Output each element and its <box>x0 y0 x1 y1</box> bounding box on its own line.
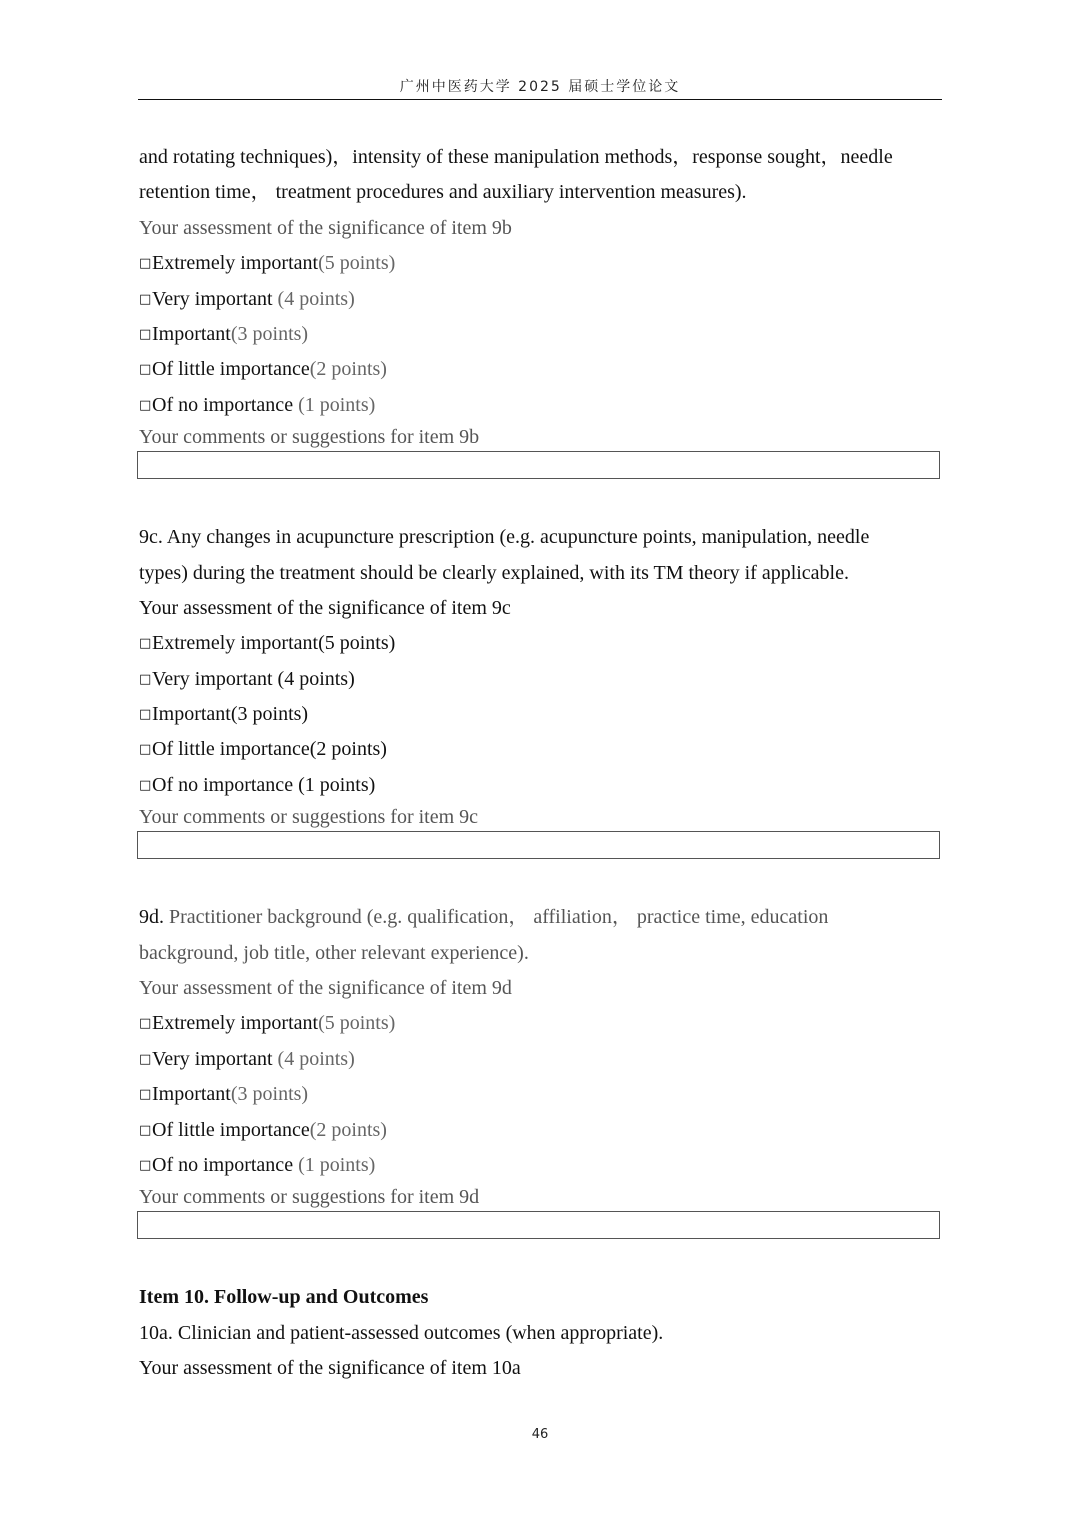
option-points: (2 points) <box>309 738 387 761</box>
option-points: (5 points) <box>318 632 396 655</box>
item-10a-text: 10a. Clinician and patient-assessed outcomes (when appropriate). <box>139 1321 664 1344</box>
item-9d-text-line: background, job title, other relevant experience). <box>139 941 529 964</box>
option-points: (2 points) <box>309 1118 387 1141</box>
checkbox-icon[interactable]: □ <box>139 291 152 307</box>
option-extremely-important-9b[interactable] <box>139 246 943 281</box>
option-important-9d[interactable] <box>139 1077 943 1112</box>
checkbox-icon[interactable]: □ <box>139 742 152 758</box>
item-9c-section <box>139 520 943 859</box>
checkbox-icon[interactable]: □ <box>139 1122 152 1138</box>
item-9d-comment-field[interactable] <box>137 1211 940 1239</box>
item-9d-description: Practitioner background (e.g. qualification， affiliation， practice time, education <box>164 906 829 929</box>
option-label: Extremely important <box>152 632 319 655</box>
item-10-heading: Item 10. Follow-up and Outcomes <box>139 1286 429 1309</box>
spacer <box>139 859 943 900</box>
checkbox-icon[interactable]: □ <box>139 362 152 378</box>
option-points: (3 points) <box>230 703 309 726</box>
option-extremely-important-9c[interactable] <box>139 626 943 661</box>
option-extremely-important-9d[interactable] <box>139 1006 943 1041</box>
item-9b-comment-field[interactable] <box>137 451 940 479</box>
option-label: Extremely important <box>152 1012 319 1035</box>
option-points: (1 points) <box>298 1153 376 1176</box>
option-very-important-9b[interactable] <box>139 282 943 317</box>
item-9b-assessment-label: Your assessment of the significance of item 9b <box>139 216 512 239</box>
option-no-importance-9c[interactable] <box>139 768 943 803</box>
option-no-importance-9b[interactable] <box>139 388 943 423</box>
item-9b-section <box>139 140 943 479</box>
checkbox-icon[interactable]: □ <box>139 1087 152 1103</box>
option-points: (1 points) <box>298 773 376 796</box>
page-body <box>139 140 943 1387</box>
option-label: Very important <box>152 287 278 310</box>
spacer <box>139 1239 943 1280</box>
checkbox-icon[interactable]: □ <box>139 707 152 723</box>
item-9c-comment-label: Your comments or suggestions for item 9c <box>139 806 479 829</box>
item-9b-text-line: retention time， treatment procedures and auxiliary intervention measures). <box>139 181 747 204</box>
option-important-9c[interactable] <box>139 697 943 732</box>
option-little-importance-9c[interactable] <box>139 732 943 767</box>
option-important-9b[interactable] <box>139 317 943 352</box>
checkbox-icon[interactable]: □ <box>139 671 152 687</box>
option-points: (4 points) <box>277 287 355 310</box>
option-no-importance-9d[interactable] <box>139 1148 943 1183</box>
item-9c-assessment-label: Your assessment of the significance of item 9c <box>139 596 511 619</box>
option-little-importance-9d[interactable] <box>139 1113 943 1148</box>
option-little-importance-9b[interactable] <box>139 352 943 387</box>
option-label: Important <box>152 322 231 345</box>
option-label: Of no importance <box>152 1153 299 1176</box>
checkbox-icon[interactable]: □ <box>139 397 152 413</box>
item-10a-assessment-label: Your assessment of the significance of item 10a <box>139 1357 521 1380</box>
option-label: Of little importance <box>152 738 310 761</box>
option-points: (2 points) <box>309 358 387 381</box>
item-9b-comment-label: Your comments or suggestions for item 9b <box>139 426 480 449</box>
option-label: Important <box>152 1083 231 1106</box>
item-10-section <box>139 1280 943 1386</box>
option-label: Of no importance <box>152 773 299 796</box>
checkbox-icon[interactable]: □ <box>139 1016 152 1032</box>
checkbox-icon[interactable]: □ <box>139 1051 152 1067</box>
item-9d-comment-label: Your comments or suggestions for item 9d <box>139 1186 480 1209</box>
item-9b-text-line: and rotating techniques)，intensity of these manipulation methods，response sought，needle <box>139 146 893 168</box>
item-9c-text-line: types) during the treatment should be clearly explained, with its TM theory if applicable. <box>139 561 849 584</box>
option-points: (3 points) <box>230 322 309 345</box>
option-label: Very important <box>152 1047 278 1070</box>
running-header: 广州中医药大学 2025 届硕士学位论文 <box>399 79 681 95</box>
option-label: Important <box>152 703 231 726</box>
option-label: Extremely important <box>152 252 319 275</box>
checkbox-icon[interactable]: □ <box>139 636 152 652</box>
option-points: (5 points) <box>318 1012 396 1035</box>
page-number: 46 <box>531 1427 549 1442</box>
header-divider <box>138 99 942 100</box>
checkbox-icon[interactable]: □ <box>139 1157 152 1173</box>
option-points: (5 points) <box>318 252 396 275</box>
checkbox-icon[interactable]: □ <box>139 777 152 793</box>
item-9d-text-line <box>139 900 943 935</box>
option-label: Of little importance <box>152 358 310 381</box>
item-9c-comment-field[interactable] <box>137 831 940 859</box>
option-points: (4 points) <box>277 667 355 690</box>
option-label: Very important <box>152 667 278 690</box>
item-9d-number: 9d. <box>139 906 164 929</box>
option-points: (4 points) <box>277 1047 355 1070</box>
item-9c-text-line: 9c. Any changes in acupuncture prescription (e.g. acupuncture points, manipulation, needle <box>139 526 870 549</box>
item-9d-assessment-label: Your assessment of the significance of item 9d <box>139 977 512 1000</box>
spacer <box>139 479 943 520</box>
option-label: Of no importance <box>152 393 299 416</box>
option-label: Of little importance <box>152 1118 310 1141</box>
checkbox-icon[interactable]: □ <box>139 256 152 272</box>
option-very-important-9c[interactable] <box>139 662 943 697</box>
checkbox-icon[interactable]: □ <box>139 326 152 342</box>
option-points: (3 points) <box>230 1083 309 1106</box>
option-points: (1 points) <box>298 393 376 416</box>
item-9d-section <box>139 900 943 1239</box>
option-very-important-9d[interactable] <box>139 1042 943 1077</box>
